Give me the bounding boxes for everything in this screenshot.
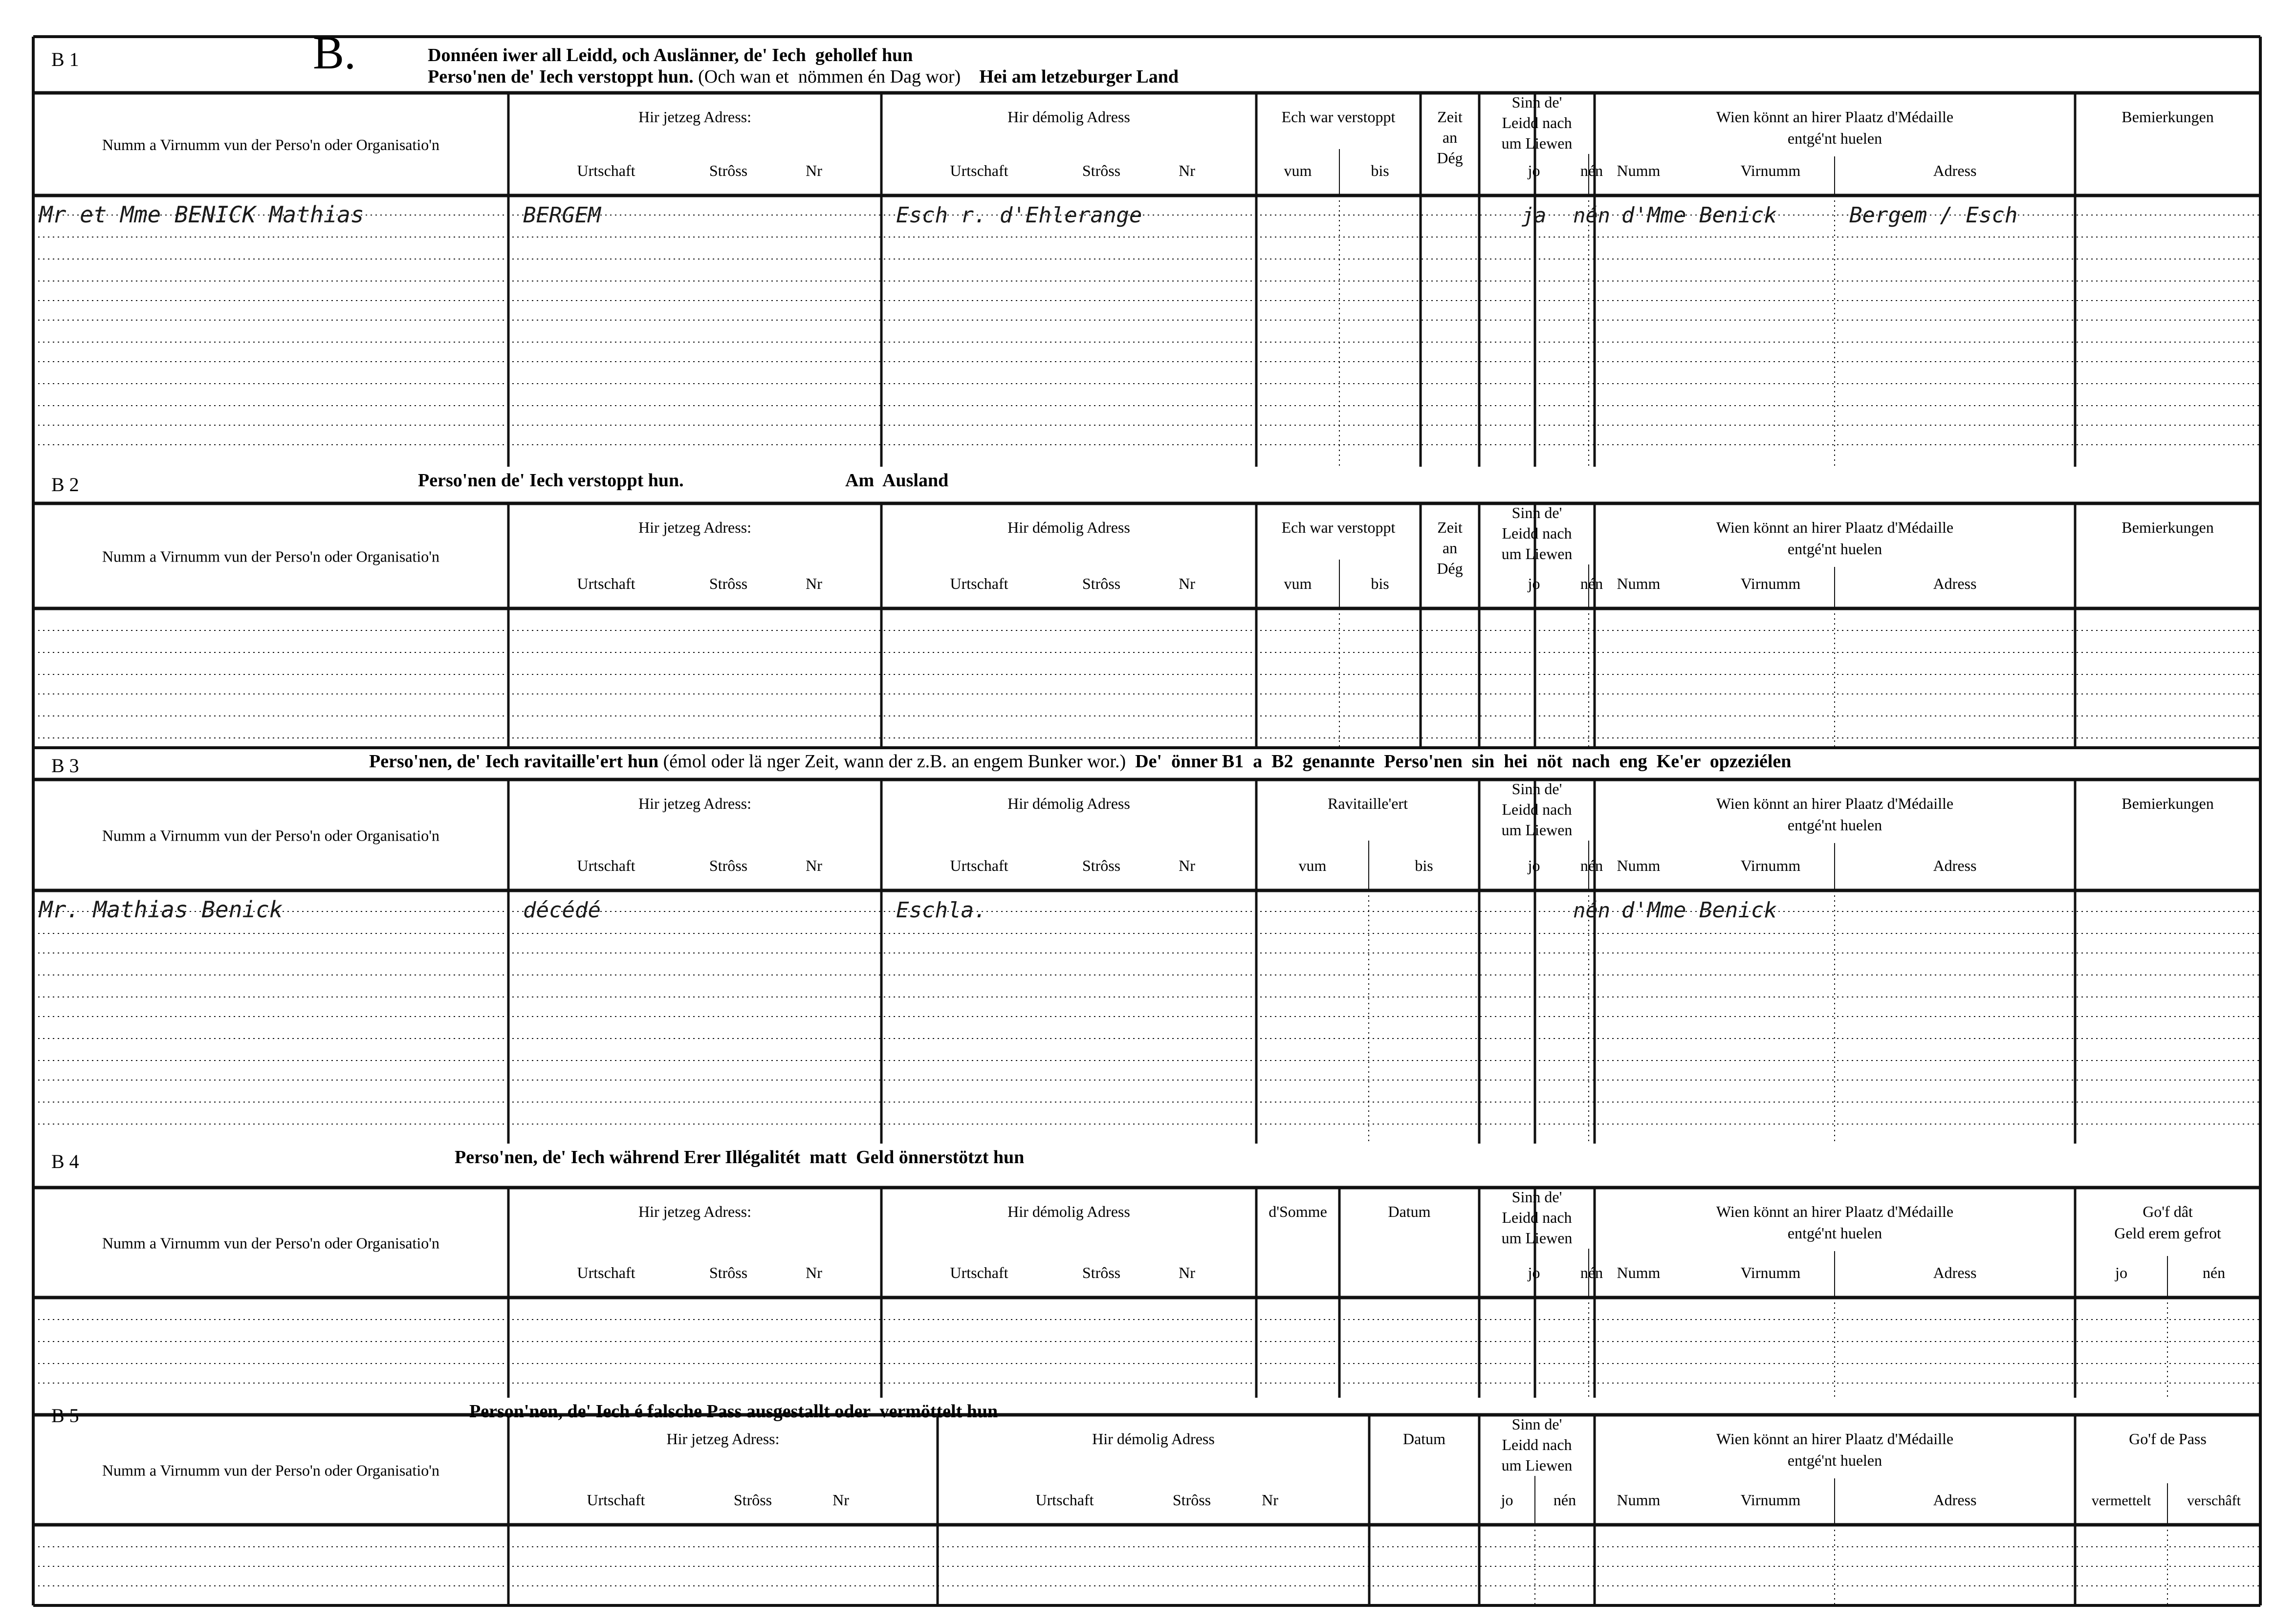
col-header-name: Numm a Virnumm vun der Perso'n oder Organisatio'n <box>102 1461 440 1479</box>
col-header-numm: Numm <box>1617 575 1661 592</box>
section-title-segment: De' önner B1 a B2 genannte Perso'nen sin hei nöt nach eng Ke'er opzeziélen <box>1126 751 1792 772</box>
col-header-name: Numm a Virnumm vun der Perso'n oder Organisatio'n <box>102 1234 440 1252</box>
col-header-virnumm: Virnumm <box>1740 857 1801 874</box>
col-header-strooss: Strôss <box>1082 857 1121 874</box>
col-header-medal: entgé'nt huelen <box>1787 540 1882 558</box>
col-header-medal: entgé'nt huelen <box>1787 1451 1882 1469</box>
col-header-strooss: Strôss <box>709 1264 748 1281</box>
col-header-adress: Adress <box>1933 1491 1977 1509</box>
col-header-urtschaft: Urtschaft <box>950 857 1008 874</box>
col-header-urtschaft: Urtschaft <box>950 575 1008 592</box>
col-header-money-claim: Go'f dât <box>2143 1203 2193 1220</box>
section-title-segment: (Och wan et nömmen én Dag wor) <box>693 66 961 87</box>
col-header-strooss: Strôss <box>709 857 748 874</box>
col-header-alive: um Liewen <box>1501 1456 1573 1474</box>
col-header-vermettelt: vermettelt <box>2091 1493 2151 1509</box>
col-header-time: Zeit <box>1437 108 1463 126</box>
section-title <box>469 1401 998 1422</box>
col-header-strooss: Strôss <box>733 1491 772 1509</box>
col-header-nen: nén <box>1580 1264 1603 1281</box>
col-header-vum: vum <box>1284 162 1312 179</box>
col-header-adress: Adress <box>1933 162 1977 179</box>
col-header-name: Numm a Virnumm vun der Perso'n oder Organisatio'n <box>102 136 440 153</box>
section-title <box>369 751 1791 772</box>
col-header-remarks: Bemierkungen <box>2122 108 2214 126</box>
col-header-alive: Leidd nach <box>1502 801 1572 818</box>
col-header-nr: Nr <box>806 1264 822 1281</box>
form-letter: B. <box>313 26 356 79</box>
col-header-medal: Wien könnt an hirer Plaatz d'Médaille <box>1716 1203 1954 1220</box>
col-header-virnumm: Virnumm <box>1740 1264 1801 1281</box>
col-header-alive: um Liewen <box>1501 1229 1573 1247</box>
entry-name: Mr. Mathias Benick <box>39 896 283 923</box>
col-header-supplied: Ravitaille'ert <box>1328 795 1408 812</box>
col-header-strooss: Strôss <box>709 575 748 592</box>
col-header-alive: um Liewen <box>1501 821 1573 839</box>
section-id: B 5 <box>51 1405 79 1427</box>
col-header-numm: Numm <box>1617 1491 1661 1509</box>
col-header-nr: Nr <box>832 1491 849 1509</box>
col-header-numm: Numm <box>1617 162 1661 179</box>
col-header-nr: Nr <box>1262 1491 1278 1509</box>
col-header-hidden: Ech war verstoppt <box>1281 519 1396 536</box>
section-title <box>428 45 913 65</box>
col-header-alive: Sinn de' <box>1511 504 1562 521</box>
section-title-segment: Perso'nen, de' Iech ravitaille'ert hun <box>369 751 659 772</box>
col-header-virnumm: Virnumm <box>1740 162 1801 179</box>
col-header-numm: Numm <box>1617 857 1661 874</box>
col-header-jo: jo <box>2115 1264 2127 1281</box>
entry-alive-nen: nén <box>1573 203 1610 227</box>
entry-alive-jo: ja <box>1521 203 1547 227</box>
col-header-sum: d'Somme <box>1269 1203 1327 1220</box>
col-header-alive: Sinn de' <box>1511 1188 1562 1206</box>
entry-medal-name: d'Mme Benick <box>1621 898 1777 923</box>
section-title-segment: Hei am letzeburger Land <box>961 66 1179 87</box>
col-header-former-address: Hir démolig Adress <box>1007 795 1130 812</box>
col-header-virnumm: Virnumm <box>1740 575 1801 592</box>
col-header-date: Datum <box>1388 1203 1431 1220</box>
entry-former-place: Eschla. <box>896 898 987 923</box>
section-title <box>428 66 1179 87</box>
section-title-segment: Perso'nen de' Iech verstoppt hun. <box>418 470 684 491</box>
section-id: B 1 <box>51 48 79 70</box>
section-title-segment: Perso'nen, de' Iech während Erer Illégalitét matt Geld önnerstötzt hun <box>455 1147 1025 1168</box>
col-header-nen: nén <box>2202 1264 2226 1281</box>
col-header-current-address: Hir jetzeg Adress: <box>666 1430 780 1448</box>
col-header-urtschaft: Urtschaft <box>577 162 635 179</box>
col-header-nr: Nr <box>806 857 822 874</box>
col-header-medal: Wien könnt an hirer Plaatz d'Médaille <box>1716 108 1954 126</box>
col-header-jo: jo <box>1501 1491 1513 1509</box>
col-header-vum: vum <box>1284 575 1312 592</box>
entry-name: Mr et Mme BENICK Mathias <box>39 201 364 228</box>
col-header-urtschaft: Urtschaft <box>950 162 1008 179</box>
col-header-bis: bis <box>1371 575 1389 592</box>
entry-current-place: décédé <box>523 898 601 923</box>
section-title-segment: (émol oder lä nger Zeit, wann der z.B. an engem Bunker wor.) <box>658 751 1126 772</box>
section-title-segment: Person'nen, de' Iech é falsche Pass ausgestallt oder vermöttelt hun <box>469 1401 998 1422</box>
col-header-current-address: Hir jetzeg Adress: <box>638 795 752 812</box>
section-id: B 2 <box>51 474 79 496</box>
col-header-nr: Nr <box>806 162 822 179</box>
form-text <box>38 26 2241 1509</box>
section-title-segment: Donnéen iwer all Leidd, och Auslänner, de' Iech gehollef hun <box>428 45 913 65</box>
entry-medal-address: Bergem / Esch <box>1849 203 2018 228</box>
col-header-alive: Leidd nach <box>1502 1436 1572 1453</box>
col-header-time: Dég <box>1437 560 1463 577</box>
col-header-strooss: Strôss <box>1082 162 1121 179</box>
col-header-hidden: Ech war verstoppt <box>1281 108 1396 126</box>
section-title <box>418 470 948 491</box>
col-header-remarks: Bemierkungen <box>2122 519 2214 536</box>
col-header-pass: Go'f de Pass <box>2129 1430 2207 1448</box>
col-header-urtschaft: Urtschaft <box>1035 1491 1094 1509</box>
section-id: B 4 <box>51 1150 79 1172</box>
col-header-numm: Numm <box>1617 1264 1661 1281</box>
col-header-adress: Adress <box>1933 857 1977 874</box>
col-header-adress: Adress <box>1933 1264 1977 1281</box>
col-header-former-address: Hir démolig Adress <box>1007 108 1130 126</box>
col-header-remarks: Bemierkungen <box>2122 795 2214 812</box>
col-header-nen: nén <box>1580 575 1603 592</box>
col-header-adress: Adress <box>1933 575 1977 592</box>
col-header-medal: entgé'nt huelen <box>1787 1224 1882 1242</box>
section-title <box>455 1147 1024 1168</box>
col-header-former-address: Hir démolig Adress <box>1092 1430 1215 1448</box>
col-header-alive: Leidd nach <box>1502 524 1572 542</box>
col-header-nen: nén <box>1580 857 1603 874</box>
col-header-nr: Nr <box>1179 575 1195 592</box>
col-header-jo: jo <box>1528 1264 1540 1281</box>
col-header-alive: um Liewen <box>1501 545 1573 563</box>
col-header-urtschaft: Urtschaft <box>587 1491 645 1509</box>
col-header-verschaft: verschâft <box>2187 1493 2241 1509</box>
col-header-vum: vum <box>1298 857 1327 874</box>
col-header-jo: jo <box>1528 575 1540 592</box>
col-header-current-address: Hir jetzeg Adress: <box>638 108 752 126</box>
col-header-time: an <box>1442 539 1458 557</box>
col-header-urtschaft: Urtschaft <box>577 1264 635 1281</box>
entry-former-place: Esch r. d'Ehlerange <box>896 203 1142 228</box>
form-grid <box>33 37 2260 1605</box>
col-header-current-address: Hir jetzeg Adress: <box>638 519 752 536</box>
col-header-strooss: Strôss <box>709 162 748 179</box>
col-header-nen: nén <box>1553 1491 1576 1509</box>
col-header-alive: um Liewen <box>1501 134 1573 152</box>
col-header-nen: nén <box>1580 162 1603 179</box>
col-header-alive: Leidd nach <box>1502 1209 1572 1226</box>
col-header-medal: Wien könnt an hirer Plaatz d'Médaille <box>1716 795 1954 812</box>
col-header-strooss: Strôss <box>1082 1264 1121 1281</box>
col-header-medal: entgé'nt huelen <box>1787 130 1882 147</box>
section-id: B 3 <box>51 755 79 777</box>
col-header-nr: Nr <box>1179 857 1195 874</box>
col-header-medal: entgé'nt huelen <box>1787 816 1882 834</box>
col-header-medal: Wien könnt an hirer Plaatz d'Médaille <box>1716 1430 1954 1448</box>
col-header-jo: jo <box>1528 857 1540 874</box>
col-header-strooss: Strôss <box>1082 575 1121 592</box>
entry-current-place: BERGEM <box>523 203 601 228</box>
col-header-time: Dég <box>1437 149 1463 167</box>
col-header-urtschaft: Urtschaft <box>577 575 635 592</box>
section-title-segment: Perso'nen de' Iech verstoppt hun. <box>428 66 694 87</box>
col-header-bis: bis <box>1415 857 1433 874</box>
entry-medal-name: d'Mme Benick <box>1621 203 1777 228</box>
col-header-alive: Sinn de' <box>1511 1415 1562 1433</box>
section-title-segment: Am Ausland <box>683 470 949 491</box>
entry-alive-nen: nén <box>1573 898 1610 922</box>
col-header-bis: bis <box>1371 162 1389 179</box>
col-header-name: Numm a Virnumm vun der Perso'n oder Organisatio'n <box>102 547 440 565</box>
col-header-name: Numm a Virnumm vun der Perso'n oder Organisatio'n <box>102 826 440 844</box>
col-header-money-claim: Geld erem gefrot <box>2114 1224 2221 1242</box>
col-header-virnumm: Virnumm <box>1740 1491 1801 1509</box>
col-header-nr: Nr <box>1179 162 1195 179</box>
col-header-alive: Sinn de' <box>1511 780 1562 798</box>
col-header-jo: jo <box>1528 162 1540 179</box>
col-header-nr: Nr <box>806 575 822 592</box>
col-header-alive: Sinn de' <box>1511 93 1562 111</box>
col-header-medal: Wien könnt an hirer Plaatz d'Médaille <box>1716 519 1954 536</box>
col-header-time: an <box>1442 129 1458 146</box>
col-header-date: Datum <box>1402 1430 1446 1448</box>
col-header-current-address: Hir jetzeg Adress: <box>638 1203 752 1220</box>
col-header-urtschaft: Urtschaft <box>577 857 635 874</box>
col-header-former-address: Hir démolig Adress <box>1007 1203 1130 1220</box>
col-header-alive: Leidd nach <box>1502 114 1572 131</box>
col-header-strooss: Strôss <box>1172 1491 1211 1509</box>
col-header-time: Zeit <box>1437 519 1463 536</box>
col-header-nr: Nr <box>1179 1264 1195 1281</box>
col-header-urtschaft: Urtschaft <box>950 1264 1008 1281</box>
col-header-former-address: Hir démolig Adress <box>1007 519 1130 536</box>
